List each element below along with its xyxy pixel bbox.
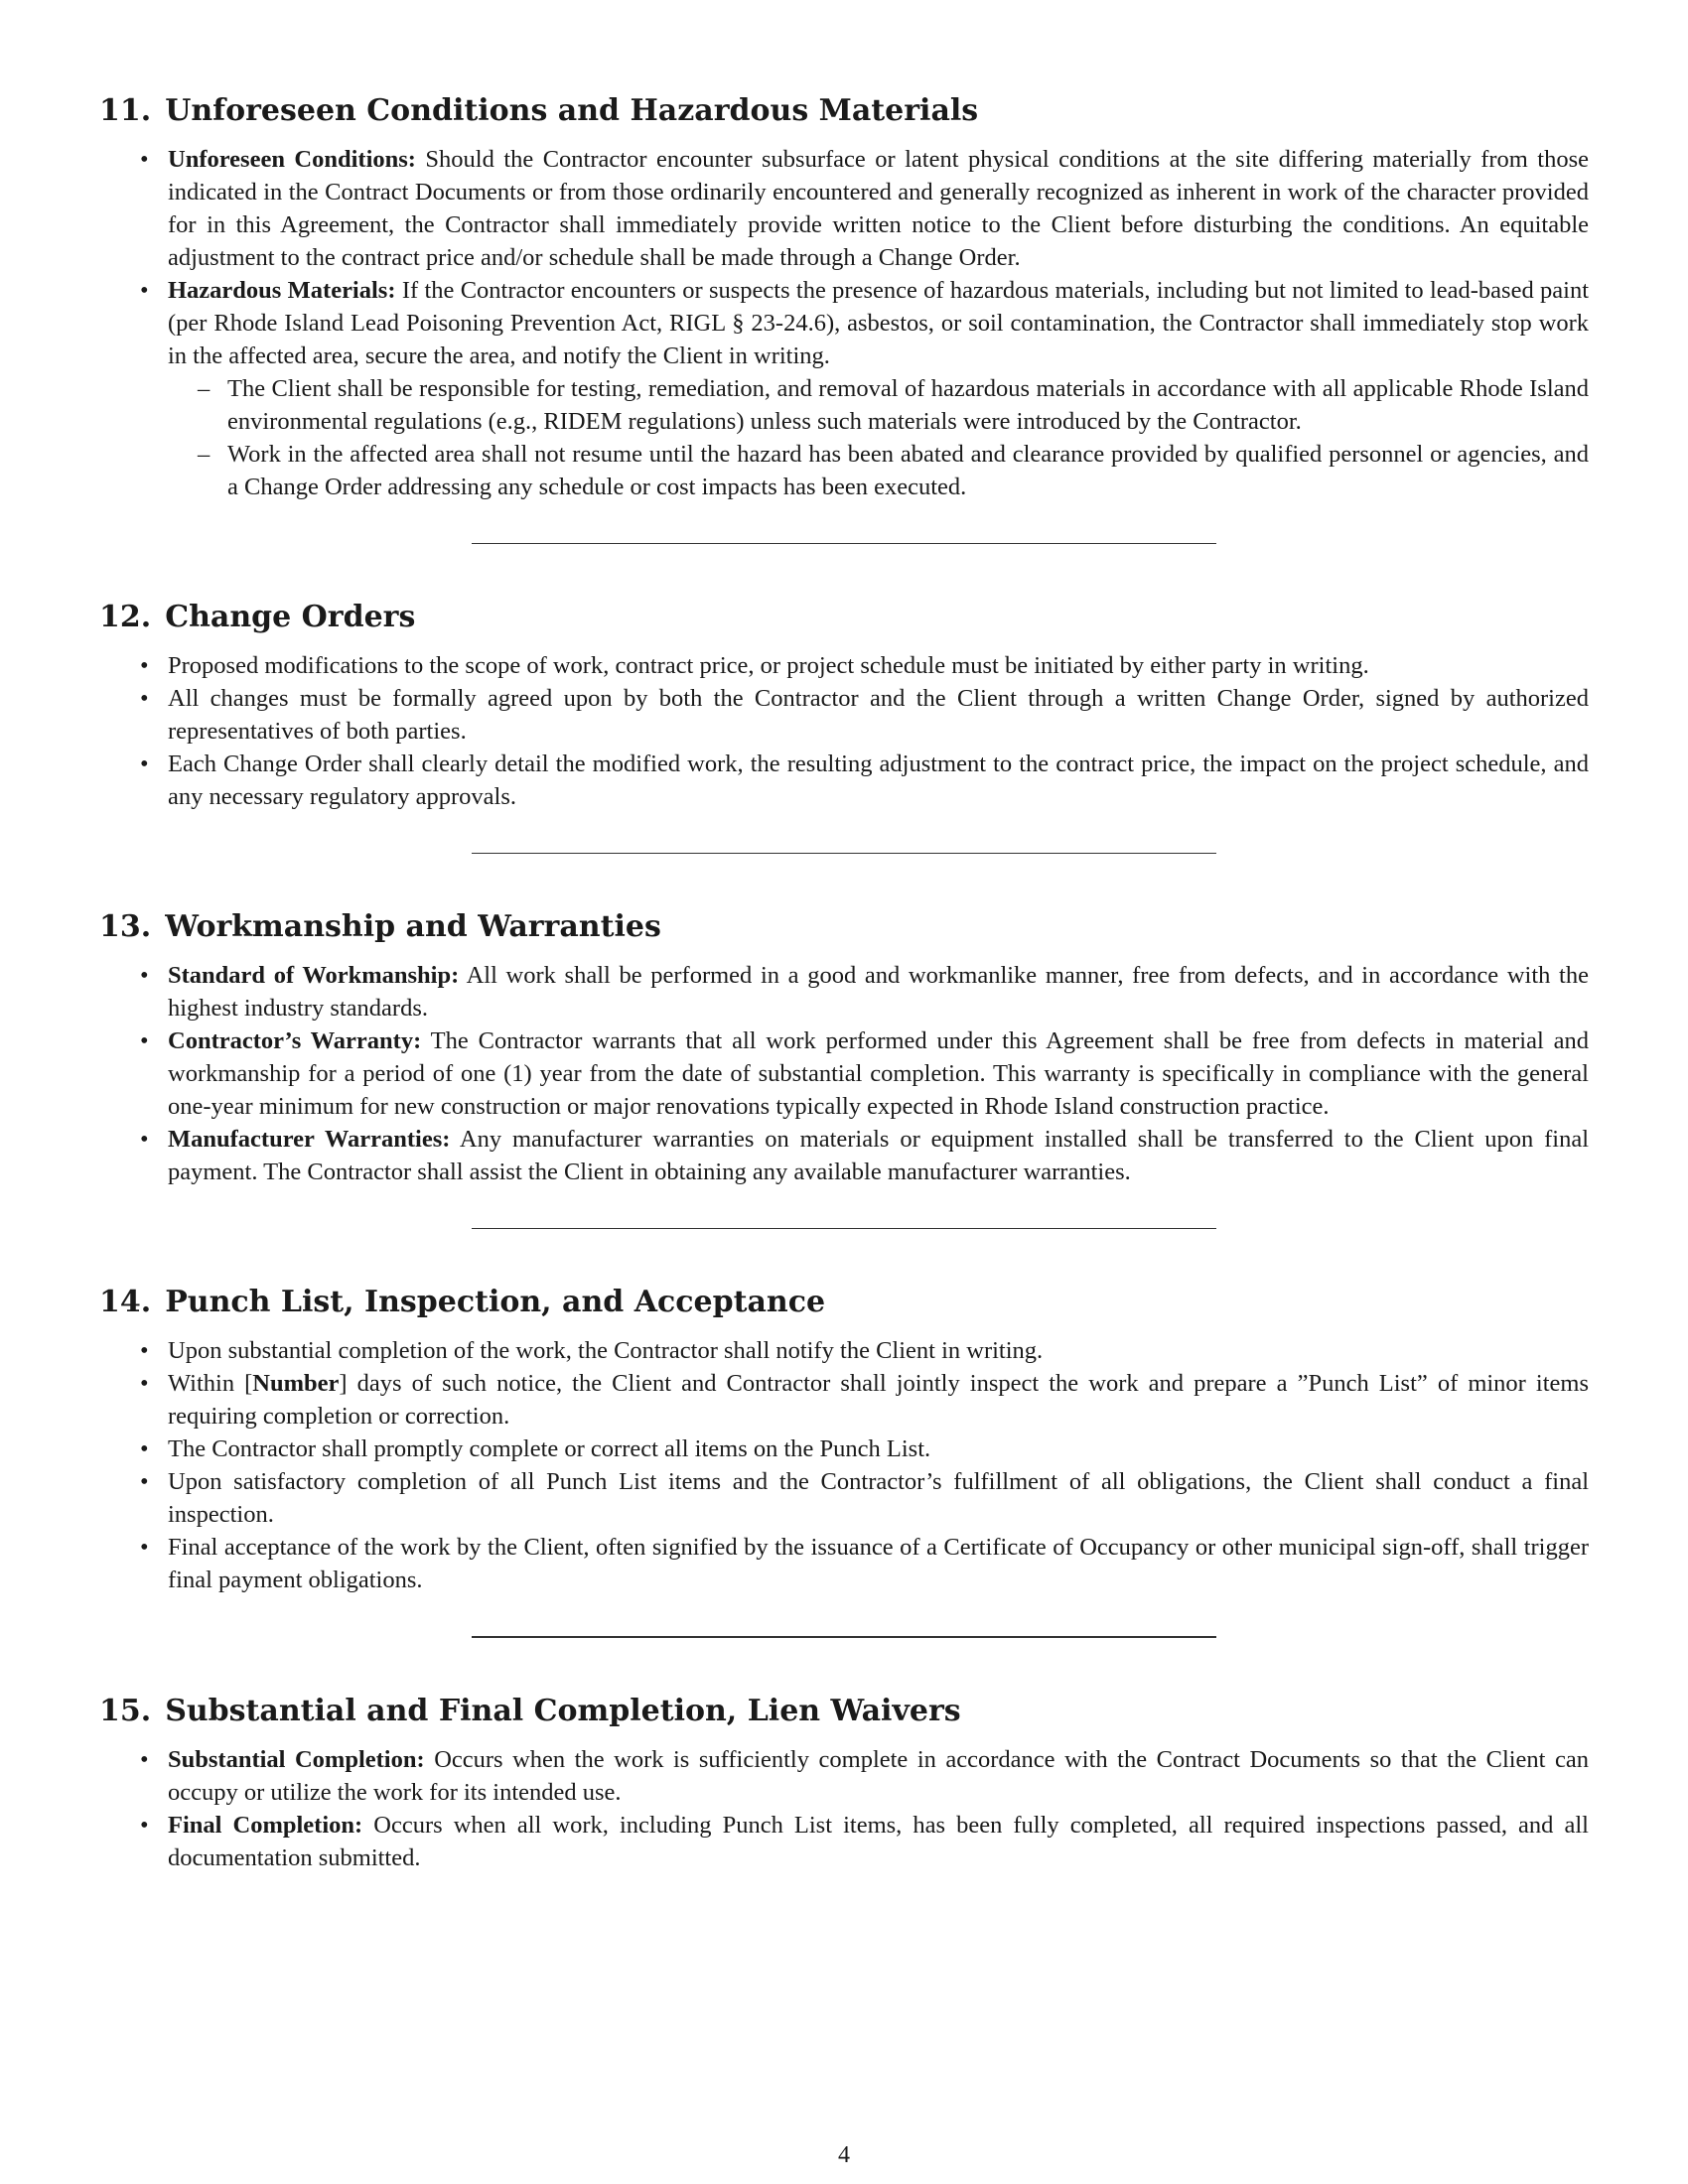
section-number: 15.: [99, 1694, 152, 1728]
section-divider: [472, 1228, 1216, 1229]
section-divider: [472, 853, 1216, 854]
list-item: • All changes must be formally agreed upon by both the Contractor and the Client through a written Change Order, signed by authorized representatives of both parties.: [168, 682, 1589, 748]
section-13: [99, 907, 1589, 1188]
list-item: • Upon satisfactory completion of all Punch List items and the Contractor’s fulfillment of all obligations, the Client shall conduct a final inspection.: [168, 1465, 1589, 1531]
list-item: • Upon substantial completion of the work, the Contractor shall notify the Client in writing.: [168, 1334, 1589, 1367]
list-item: [168, 1024, 1589, 1123]
section-12: [99, 598, 1589, 813]
item-text: Occurs when the work is sufficiently complete in accordance with the Contract Documents so that the Client can occupy or utilize the work for its intended use.: [168, 1746, 1590, 1806]
page-number: 4: [838, 2142, 850, 2168]
list-item: [168, 1367, 1589, 1433]
section-heading: [99, 1283, 1589, 1322]
item-term: Contractor’s Warranty:: [168, 1027, 422, 1054]
section-title: Substantial and Final Completion, Lien Waivers: [165, 1694, 961, 1728]
section-title: Punch List, Inspection, and Acceptance: [165, 1285, 826, 1319]
sub-list: [168, 372, 1589, 503]
bullet-list: [99, 649, 1589, 813]
item-text: Any manufacturer warranties on materials or equipment installed shall be transferred to the Client upon final payment. The Contractor shall assist the Client in obtaining any available manufacturer warranties.: [168, 1126, 1589, 1185]
section-heading: [99, 907, 1589, 947]
list-item: • Proposed modifications to the scope of work, contract price, or project schedule must be initiated by either party in writing.: [168, 649, 1589, 682]
section-heading: [99, 1692, 1589, 1731]
section-14: [99, 1283, 1589, 1596]
list-item: • Each Change Order shall clearly detail the modified work, the resulting adjustment to the contract price, the impact on the project schedule, and any necessary regulatory approvals.: [168, 748, 1589, 813]
item-text: Occurs when all work, including Punch List items, has been fully completed, all required inspections passed, and all documentation submitted.: [168, 1812, 1589, 1871]
list-item: [168, 959, 1589, 1024]
item-term: Unforeseen Conditions:: [168, 146, 416, 173]
bullet-list: [99, 143, 1589, 503]
section-number: 13.: [99, 909, 152, 944]
section-11: [99, 91, 1589, 503]
list-item: [168, 143, 1589, 274]
document-page: [99, 91, 1589, 1874]
section-divider: [472, 1636, 1216, 1638]
section-title: Workmanship and Warranties: [165, 909, 661, 944]
section-divider: [472, 543, 1216, 544]
item-text: All work shall be performed in a good and workmanlike manner, free from defects, and in accordance with the highest industry standards.: [168, 962, 1589, 1022]
item-term: Final Completion:: [168, 1812, 363, 1839]
list-item: • The Contractor shall promptly complete or correct all items on the Punch List.: [168, 1433, 1589, 1465]
bullet-list: [99, 959, 1589, 1188]
section-title: Unforeseen Conditions and Hazardous Materials: [165, 93, 979, 128]
list-item: [168, 1123, 1589, 1188]
item-text: If the Contractor encounters or suspects the presence of hazardous materials, including but not limited to lead-based paint (per Rhode Island Lead Poisoning Prevention Act, RIGL § 23-24.6), asbestos, or soil contamination, the Contractor shall immediately stop work in the affected area, secure the area, and notify the Client in writing.: [168, 277, 1590, 369]
sub-list-item: – The Client shall be responsible for testing, remediation, and removal of hazardous materials in accordance with all applicable Rhode Island environmental regulations (e.g., RIDEM regulations) unless such materials were introduced by the Contractor.: [227, 372, 1589, 438]
list-item: • Final acceptance of the work by the Client, often signified by the issuance of a Certificate of Occupancy or other municipal sign-off, shall trigger final payment obligations.: [168, 1531, 1589, 1596]
list-item: [168, 1809, 1589, 1874]
section-number: 12.: [99, 600, 152, 634]
number-placeholder: Number: [252, 1370, 340, 1397]
bullet-list: [99, 1743, 1589, 1874]
bullet-list: [99, 1334, 1589, 1596]
section-number: 11.: [99, 93, 152, 128]
item-text: Should the Contractor encounter subsurface or latent physical conditions at the site differing materially from those indicated in the Contract Documents or from those ordinarily encountered and generally recognized as inherent in work of the character provided for in this Agreement, the Contractor shall immediately provide written notice to the Client before disturbing the conditions. An equitable adjustment to the contract price and/or schedule shall be made through a Change Order.: [168, 146, 1589, 271]
section-heading: [99, 91, 1589, 131]
section-title: Change Orders: [165, 600, 416, 634]
item-term: Hazardous Materials:: [168, 277, 396, 304]
item-term: Substantial Completion:: [168, 1746, 425, 1773]
item-term: Manufacturer Warranties:: [168, 1126, 451, 1153]
item-text: The Contractor warrants that all work performed under this Agreement shall be free from defects in material and workmanship for a period of one (1) year from the date of substantial completion. This warranty is specifically in compliance with the general one-year minimum for new construction or major renovations typically expected in Rhode Island construction practice.: [168, 1027, 1589, 1120]
item-term: Standard of Workmanship:: [168, 962, 460, 989]
sub-list-item: – Work in the affected area shall not resume until the hazard has been abated and clearance provided by qualified personnel or agencies, and a Change Order addressing any schedule or cost impacts has been executed.: [227, 438, 1589, 503]
section-heading: [99, 598, 1589, 637]
item-text: ] days of such notice, the Client and Contractor shall jointly inspect the work and prepare a ”Punch List” of minor items requiring completion or correction.: [168, 1370, 1589, 1430]
list-item: [168, 1743, 1589, 1809]
section-number: 14.: [99, 1285, 152, 1319]
list-item: [168, 274, 1589, 503]
section-15: [99, 1692, 1589, 1874]
item-text: Within [: [168, 1370, 253, 1397]
